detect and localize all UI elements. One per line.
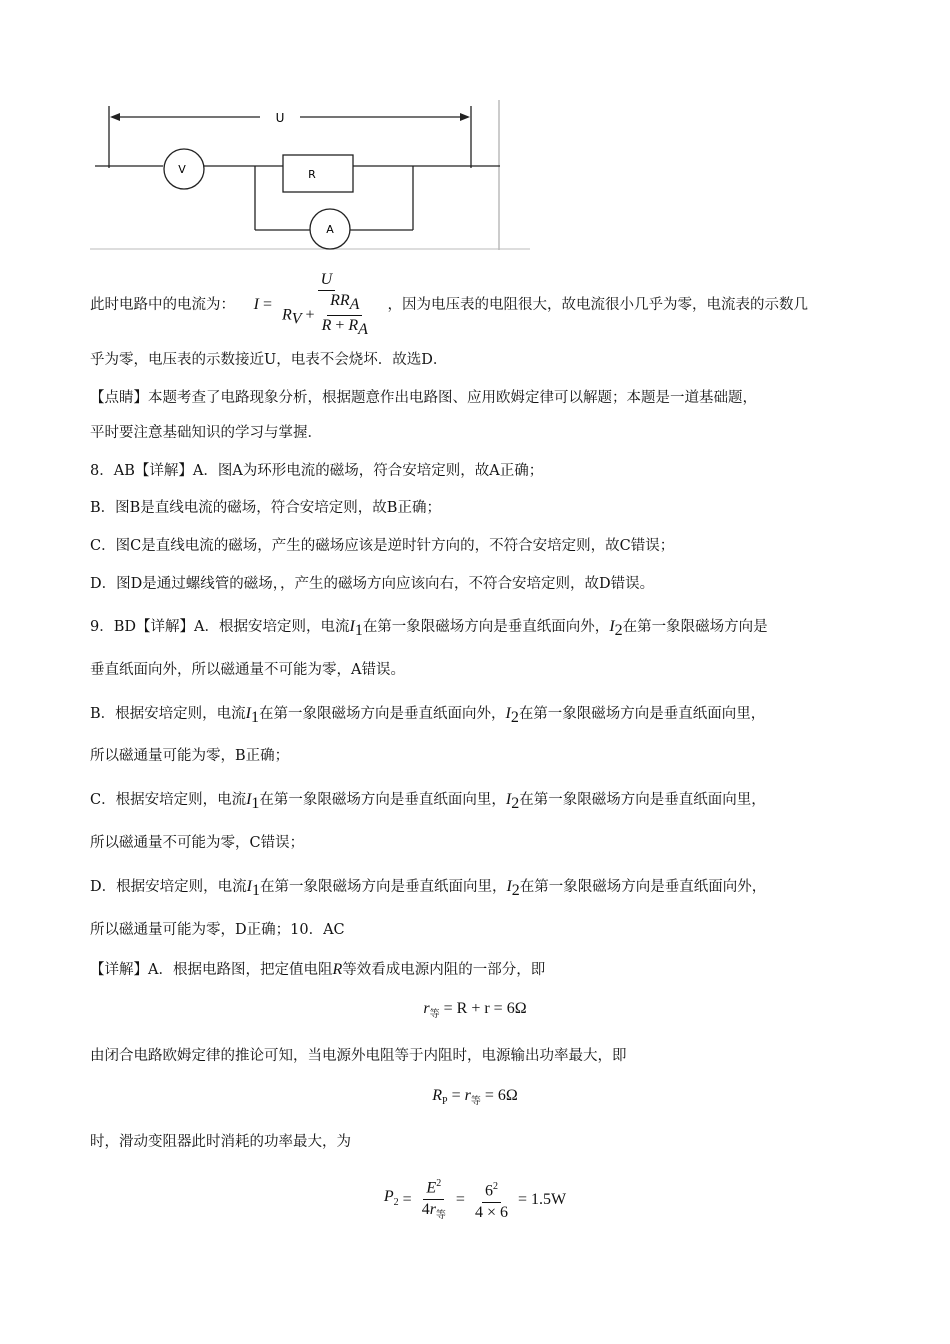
text: 在第一象限磁场方向是垂直纸面向外， (519, 879, 767, 895)
text: D．根据安培定则，电流 (90, 879, 247, 895)
resistor-icon (283, 155, 353, 192)
current-formula: I = U $R_V$ + $\frac{RR_A}{R + R_A}$ (253, 271, 368, 338)
paragraph-line: D．根据安培定则，电流$I_1$在第一象限磁场方向是垂直纸面向里，$I_2$在第一象限磁场方向是垂直纸面向外， (90, 878, 767, 899)
paragraph-line: C．图C是直线电流的磁场，产生的磁场应该是逆时针方向的，不符合安培定则，故C错误； (90, 538, 675, 554)
equation-rhs: = R + r = 6Ω (443, 1000, 527, 1017)
paragraph-line: 9．BD【详解】A．根据安培定则，电流$I_1$在第一象限磁场方向是垂直纸面向外，$I_2$在第一象限磁场方向是 (90, 618, 768, 639)
paragraph-line (90, 960, 545, 980)
text: 此时电路中的电流为： (90, 296, 235, 313)
equation-power: $P_2$ = $\frac{E^2}{4r_等}$ = $\frac{6^2}{4 \times 6}$ = 1.5W (0, 1172, 950, 1228)
paragraph-line: 所以磁通量可能为零，B正确； (90, 748, 290, 764)
text: ，因为电压表的电阻很大，故电流很小几乎为零，电流表的示数几 (387, 296, 809, 313)
paragraph-line: 所以磁通量可能为零，D正确；10．AC (90, 922, 345, 938)
text: B．根据安培定则，电流 (90, 706, 246, 722)
voltmeter-label: V (178, 163, 186, 176)
paragraph-line: 平时要注意基础知识的学习与掌握． (90, 425, 322, 441)
paragraph-line: 乎为零，电压表的示数接近U，电表不会烧坏．故选D． (90, 352, 448, 368)
paragraph-line: 时，滑动变阻器此时消耗的功率最大，为 (90, 1134, 351, 1150)
equation-rp: $R_P = r_等 = 6\Omega$ (432, 1087, 518, 1108)
current-formula-line (90, 270, 808, 340)
power-result: = 1.5W (517, 1191, 567, 1209)
paragraph-line: 8．AB【详解】A．图A为环形电流的磁场，符合安培定则，故A正确； (90, 463, 544, 479)
u-label: U (275, 111, 285, 125)
num-6: 6 (484, 1182, 493, 1200)
subscript-deng: 等 (435, 1209, 446, 1221)
text: 在第一象限磁场方向是垂直纸面向里， (259, 792, 506, 808)
paragraph-line: 【点睛】本题考查了电路现象分析，根据题意作出电路图、应用欧姆定律可以解题；本题是一道基础题， (90, 390, 757, 406)
text: 在第一象限磁场方向是垂直纸面向外， (362, 619, 610, 635)
denominator: 4 × 6 (474, 1203, 508, 1221)
resistor-symbol: R (332, 961, 343, 978)
paragraph-line: D．图D是通过螺线管的磁场，，产生的磁场方向应该向右，不符合安培定则，故D错误。 (90, 576, 655, 592)
text: 【详解】A．根据电路图，把定值电阻 (90, 962, 333, 978)
text: 在第一象限磁场方向是垂直纸面向里， (519, 792, 766, 808)
paragraph-line: 由闭合电路欧姆定律的推论可知，当电源外电阻等于内阻时，电源输出功率最大，即 (90, 1048, 627, 1064)
text: 等效看成电源内阻的一部分，即 (342, 962, 546, 978)
subscript-deng: 等 (429, 1009, 440, 1021)
text: 在第一象限磁场方向是 (622, 619, 768, 635)
text: C．根据安培定则，电流 (90, 792, 247, 808)
ammeter-label: A (326, 223, 334, 236)
paragraph-line: B．根据安培定则，电流$I_1$在第一象限磁场方向是垂直纸面向外，$I_2$在第一象限磁场方向是垂直纸面向里， (90, 705, 766, 726)
text: 在第一象限磁场方向是垂直纸面向里， (259, 879, 507, 895)
text: 9．BD【详解】A．根据安培定则，电流 (90, 619, 350, 635)
text: 在第一象限磁场方向是垂直纸面向里， (518, 706, 766, 722)
equation-rhs: = 6Ω (484, 1087, 518, 1104)
subscript-deng: 等 (470, 1096, 481, 1108)
paragraph-line: 所以磁通量不可能为零，C错误； (90, 835, 305, 851)
equation-r-deng: $r_等 = R + r = 6\Omega$ (423, 1000, 527, 1021)
paragraph-line: 垂直纸面向外，所以磁通量不可能为零，A错误。 (90, 662, 405, 678)
paragraph-line: B．图B是直线电流的磁场，符合安培定则，故B正确； (90, 500, 441, 516)
resistor-label: R (308, 168, 316, 181)
text: 在第一象限磁场方向是垂直纸面向外， (258, 706, 506, 722)
circuit-diagram (90, 100, 530, 252)
paragraph-line: C．根据安培定则，电流$I_1$在第一象限磁场方向是垂直纸面向里，$I_2$在第一象限磁场方向是垂直纸面向里， (90, 791, 766, 812)
